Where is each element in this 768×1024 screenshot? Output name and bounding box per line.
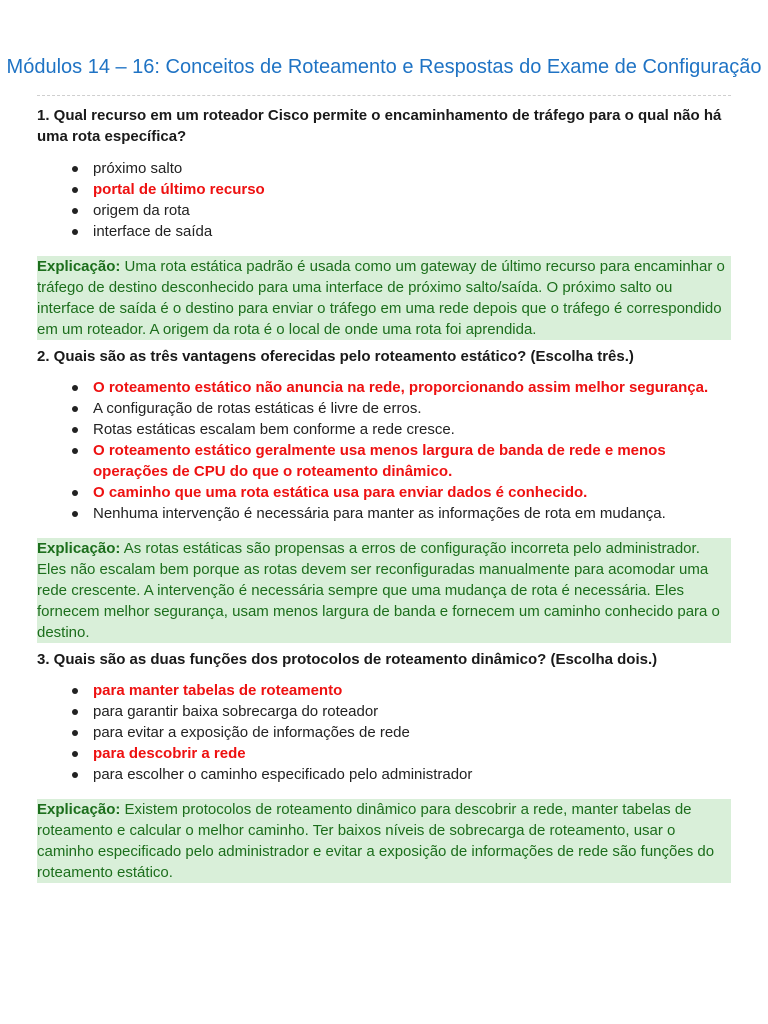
option-item: para evitar a exposição de informações de rede xyxy=(93,722,768,743)
option-item: próximo salto xyxy=(93,158,768,179)
option-item: interface de saída xyxy=(93,221,768,242)
explanation-label: Explicação: xyxy=(37,258,121,275)
option-item-correct: O roteamento estático geralmente usa menos largura de banda de rede e menos operações de CPU do que o roteamento dinâmico. xyxy=(93,440,768,482)
option-item-correct: portal de último recurso xyxy=(93,179,768,200)
option-item-correct: para descobrir a rede xyxy=(93,743,768,764)
option-item-correct: para manter tabelas de roteamento xyxy=(93,680,768,701)
explanation-label: Explicação: xyxy=(37,801,121,818)
explanation-3 xyxy=(37,799,731,883)
option-item: para garantir baixa sobrecarga do roteador xyxy=(93,701,768,722)
option-item: origem da rota xyxy=(93,200,768,221)
option-item: A configuração de rotas estáticas é livre de erros. xyxy=(93,398,768,419)
option-item-correct: O roteamento estático não anuncia na rede, proporcionando assim melhor segurança. xyxy=(93,377,768,398)
option-item: para escolher o caminho especificado pelo administrador xyxy=(93,764,768,785)
explanation-text: As rotas estáticas são propensas a erros de configuração incorreta pelo administrador. Eles não escalam bem porque as rotas devem ser reconfiguradas manualmente para acomodar uma rede crescente. A intervenção é necessária sempre que uma mudança de rota é necessária. Eles fornecem melhor segurança, usam menos largura de banda e fornecem um caminho conhecido para o destino. xyxy=(37,540,720,641)
option-item: Nenhuma intervenção é necessária para manter as informações de rota em mudança. xyxy=(93,503,768,524)
question-1: 1. Qual recurso em um roteador Cisco permite o encaminhamento de tráfego para o qual não há uma rota específica? xyxy=(37,107,722,145)
question-1-options xyxy=(0,158,768,242)
question-3: 3. Quais são as duas funções dos protocolos de roteamento dinâmico? (Escolha dois.) xyxy=(37,651,658,668)
explanation-2 xyxy=(37,538,731,643)
explanation-text: Uma rota estática padrão é usada como um gateway de último recurso para encaminhar o tráfego de destino desconhecido para uma interface de próximo salto/saída. O próximo salto ou interface de saída é o destino para enviar o tráfego em uma rede depois que o tráfego é correspondido em um roteador. A origem da rota é o local de onde uma rota foi aprendida. xyxy=(37,258,725,338)
option-item-correct: O caminho que uma rota estática usa para enviar dados é conhecido. xyxy=(93,482,768,503)
title-divider xyxy=(37,95,731,96)
question-2-options xyxy=(0,377,768,524)
explanation-1 xyxy=(37,256,731,340)
question-3-options xyxy=(0,680,768,785)
option-item: Rotas estáticas escalam bem conforme a rede cresce. xyxy=(93,419,768,440)
explanation-label: Explicação: xyxy=(37,540,121,557)
page-title: Módulos 14 – 16: Conceitos de Roteamento e Respostas do Exame de Configuração xyxy=(6,56,762,78)
question-2: 2. Quais são as três vantagens oferecidas pelo roteamento estático? (Escolha três.) xyxy=(37,348,634,365)
explanation-text: Existem protocolos de roteamento dinâmico para descobrir a rede, manter tabelas de roteamento e calcular o melhor caminho. Ter baixos níveis de sobrecarga de roteamento, usar o caminho especificado pelo administrador e evitar a exposição de informações de rede são funções do roteamento estático. xyxy=(37,801,715,881)
